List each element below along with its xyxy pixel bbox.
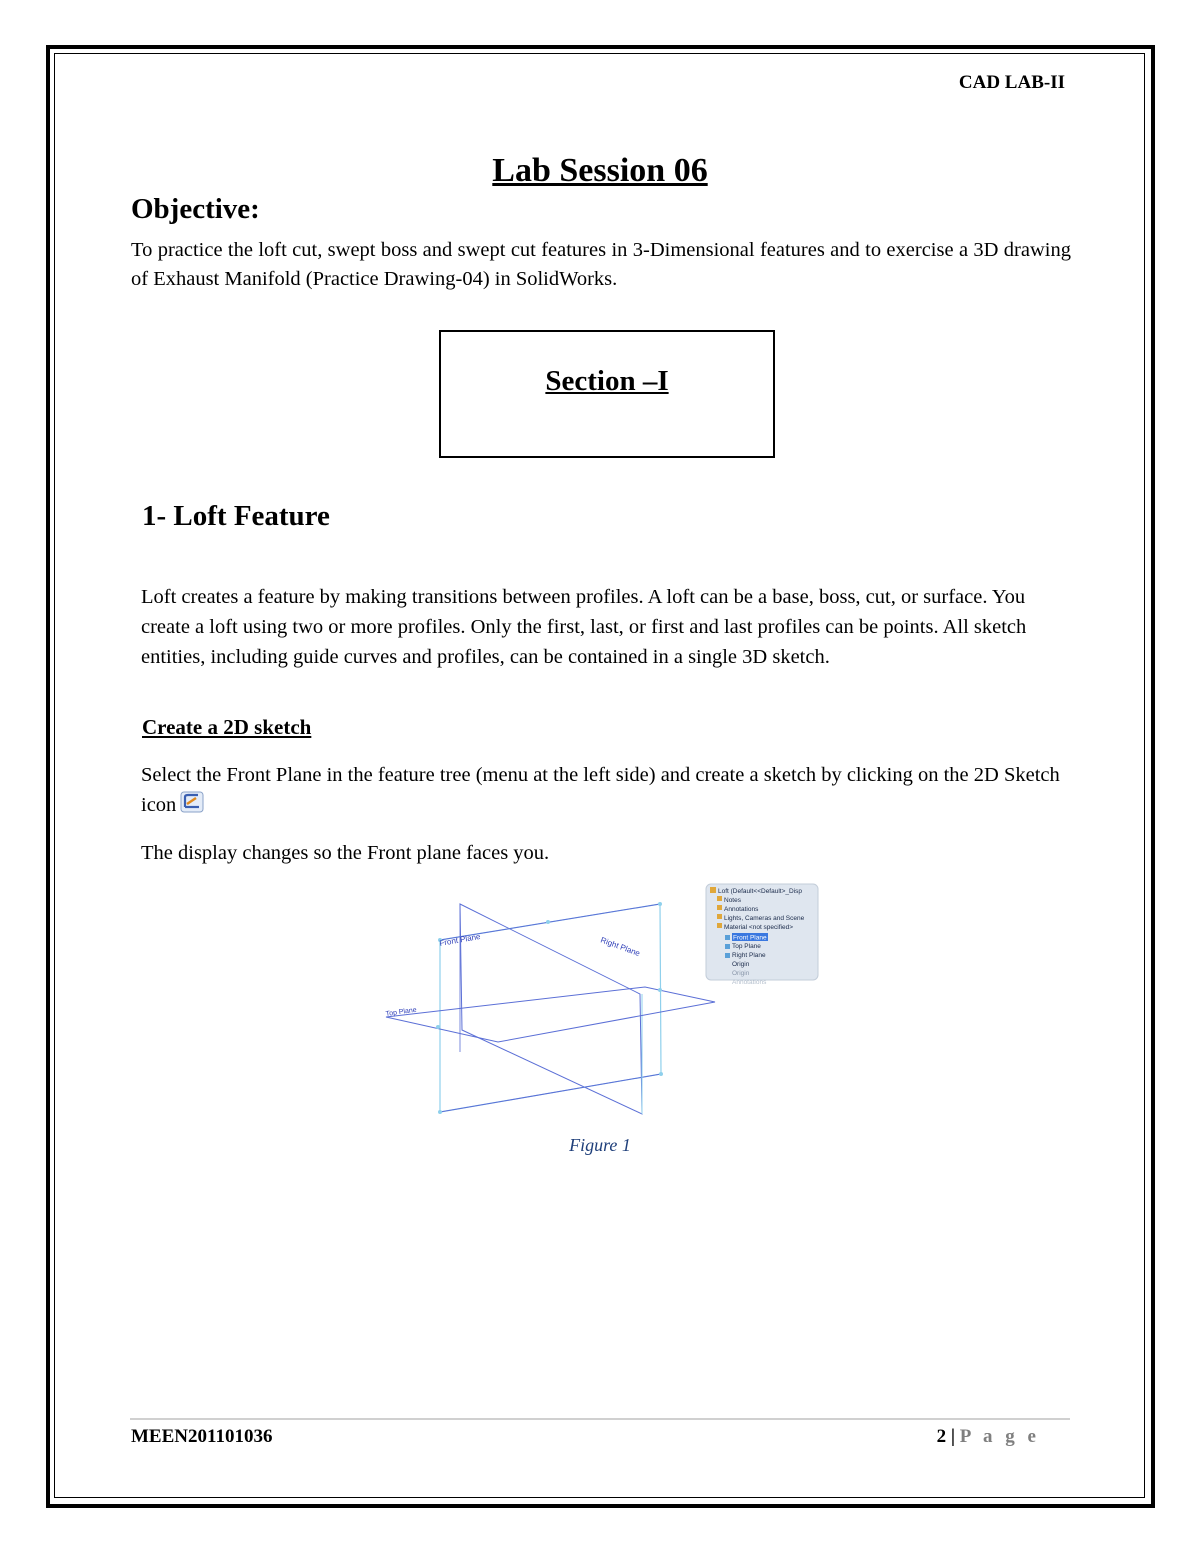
- sketch-icon: [180, 791, 204, 813]
- header-course: CAD LAB-II: [958, 72, 1065, 93]
- feature-tree-panel: [706, 884, 818, 986]
- tree-item: Material <not specified>: [724, 924, 794, 931]
- display-note: The display changes so the Front plane faces you.: [141, 842, 550, 864]
- tree-item: Origin: [732, 970, 750, 977]
- objective-heading: Objective:: [131, 193, 260, 225]
- figure-caption: Figure 1: [569, 1135, 631, 1155]
- footer-page: [937, 1426, 1040, 1448]
- tree-item: Origin: [732, 961, 750, 968]
- create-sketch-subheading: Create a 2D sketch: [142, 715, 312, 739]
- tree-item: Lights, Cameras and Scene: [724, 915, 805, 922]
- page-separator: |: [950, 1426, 955, 1447]
- footer-id: MEEN201101036: [131, 1426, 273, 1447]
- objective-text: To practice the loft cut, swept boss and swept cut features in 3-Dimensional features and to exercise a 3D drawing of Exhaust Manifold (Practice Drawing-04) in SolidWorks.: [131, 239, 1071, 290]
- tree-item: Right Plane: [732, 952, 766, 959]
- tree-item: Annotations: [732, 979, 767, 986]
- page-title: Lab Session 06: [492, 152, 708, 189]
- section-label: Section –I: [545, 365, 669, 397]
- tree-item: Annotations: [724, 906, 759, 913]
- figure-planes: [380, 882, 820, 1122]
- footer-divider: [130, 1418, 1070, 1420]
- right-plane-label: Right Plane: [599, 935, 642, 959]
- planes-illustration: [380, 882, 820, 1122]
- tree-item: Top Plane: [732, 943, 761, 950]
- tree-item-selected: Front Plane: [733, 934, 767, 942]
- page-number: 2: [936, 1426, 947, 1447]
- tree-item: Loft (Default<<Default>_Disp: [718, 888, 803, 895]
- tree-item: Notes: [724, 897, 741, 904]
- instruction-text: Select the Front Plane in the feature tree (menu at the left side) and create a sketch by clicking on the 2D Sketch icon: [141, 764, 1060, 816]
- instruction-paragraph: [141, 760, 1071, 820]
- section-box: [439, 330, 775, 458]
- page-word: P a g e: [959, 1426, 1040, 1447]
- loft-heading: 1- Loft Feature: [142, 500, 330, 532]
- loft-paragraph: Loft creates a feature by making transitions between profiles. A loft can be a base, boss, cut, or surface. You create a loft using two or more profiles. Only the first, last, or first and last profiles can be points. All sketch entities, including guide curves and profiles, can be contained in a single 3D sketch.: [141, 586, 1027, 668]
- top-plane-label: Top Plane: [385, 1006, 418, 1018]
- front-plane-label: Front Plane: [438, 931, 482, 948]
